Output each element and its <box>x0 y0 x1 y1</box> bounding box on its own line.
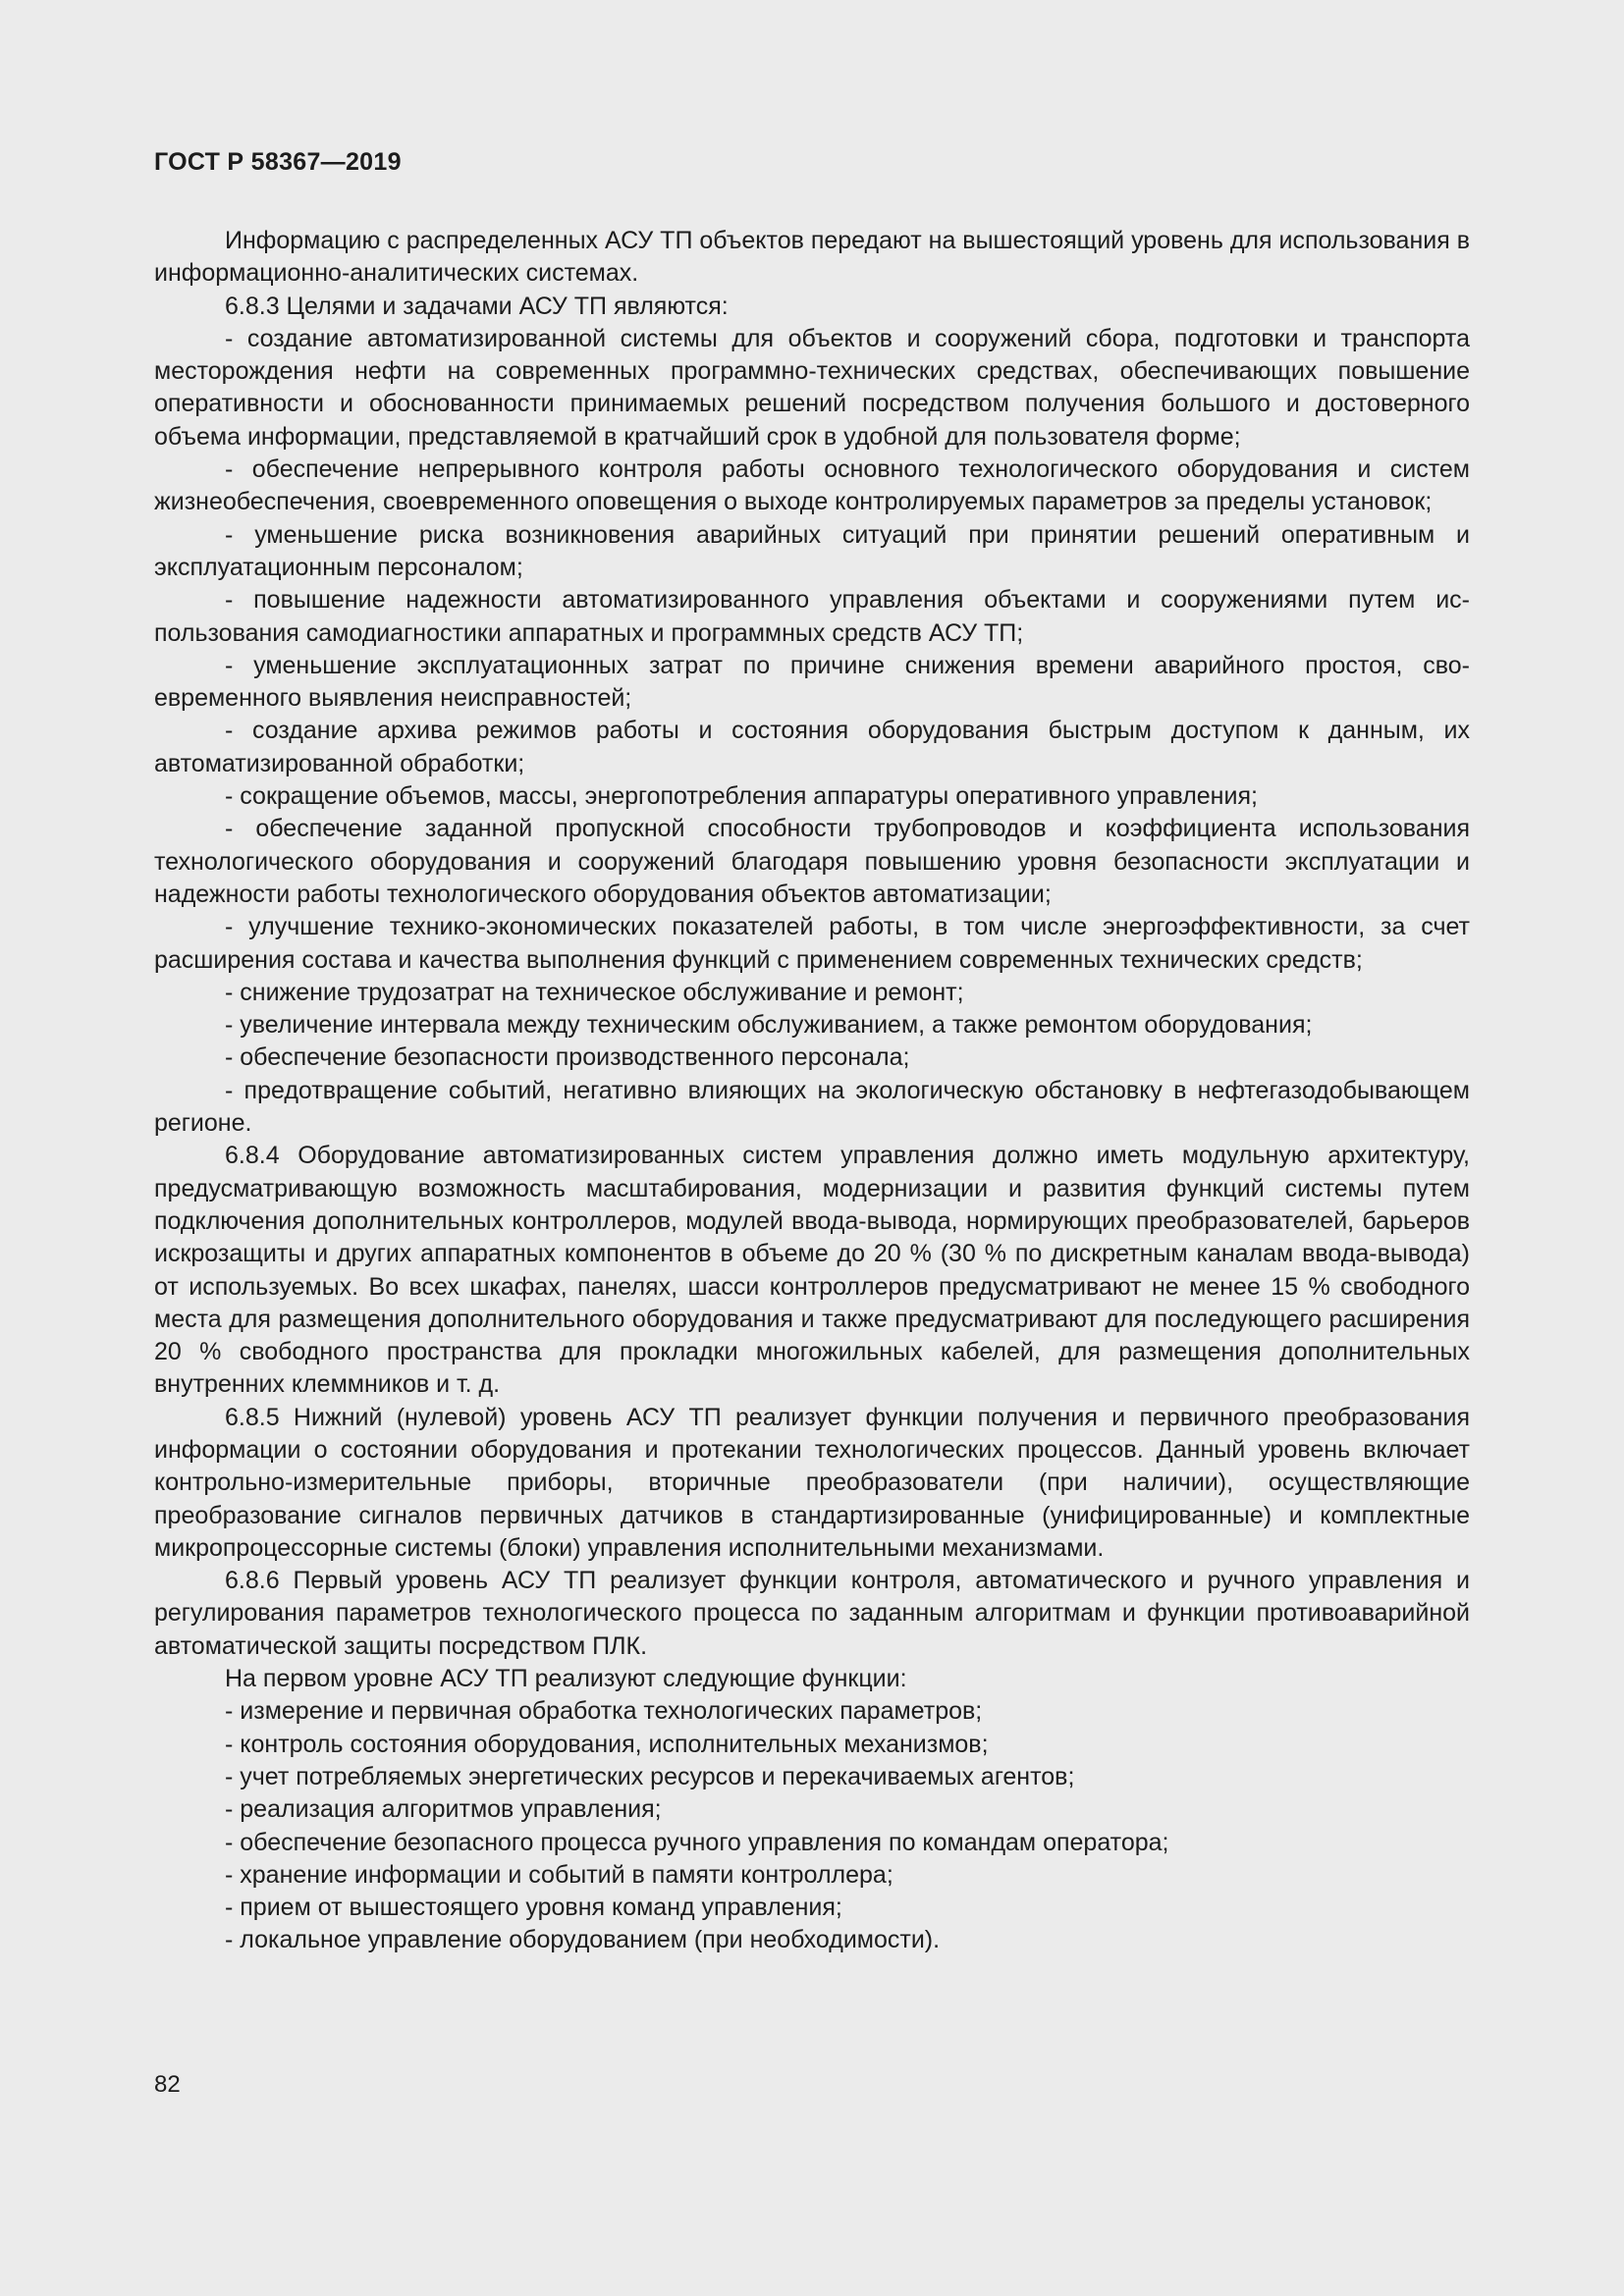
paragraph: 6.8.3 Целями и задачами АСУ ТП являются: <box>225 292 729 320</box>
list-item: - реализация алгоритмов управления; <box>225 1795 662 1824</box>
list-item: - обеспечение непрерывного контроля работы основного технологического оборудования и систем жизнеобеспечения, своевременного оповещения о выходе контролируемых параметров за пределы установок; <box>154 455 1470 516</box>
list-item: - предотвращение событий, негативно влияющих на экологическую обстановку в нефтегазодобывающем регионе. <box>154 1076 1470 1138</box>
paragraph: 6.8.6 Первый уровень АСУ ТП реализует функции контроля, автоматического и ручного управления и регулирования параметров технологического процесса по заданным алгоритмам и функции противоаварийной автоматической защиты посредством ПЛК. <box>154 1567 1470 1660</box>
list-item: - локальное управление оборудованием (при необходимости). <box>225 1926 941 1954</box>
list-item: - создание автоматизированной системы для объектов и сооружений сбора, подготовки и транспорта месторождения нефти на современных программно-технических средствах, обеспечивающих повышение оперативности и обоснованности принимаемых решений посредством получения большого и достоверного объема информации, представляемой в кратчайший срок в удобной для пользователя форме; <box>154 324 1470 451</box>
paragraph: На первом уровне АСУ ТП реализуют следующие функции: <box>225 1665 907 1693</box>
list-item: - снижение трудозатрат на техническое обслуживание и ремонт; <box>225 978 964 1006</box>
list-item: - прием от вышестоящего уровня команд управления; <box>225 1894 842 1922</box>
paragraph: 6.8.5 Нижний (нулевой) уровень АСУ ТП реализует функции получения и первичного преобразования информации о состоянии оборудования и протекании технологических процессов. Данный уровень включает контрольно-измерительные приборы, вторичные преобразователи (при наличии), осуществляющие преобразование сигналов первичных датчиков в стандартизированные (унифицированные) и комплектные микропроцессорные системы (блоки) управления исполнительными механизмами. <box>154 1403 1470 1562</box>
list-item: - создание архива режимов работы и состояния оборудования быстрым доступом к данным, их автоматизированной обработки; <box>154 717 1470 777</box>
list-item: - обеспечение безопасности производственного персонала; <box>225 1043 910 1072</box>
list-item: - обеспечение заданной пропускной способности трубопроводов и коэффициента использования технологического оборудования и сооружений благодаря повышению уровня безопасности эксплуатации и надежности работы технологического оборудования объектов автоматизации; <box>154 815 1470 908</box>
list-item: - учет потребляемых энергетических ресурсов и перекачиваемых агентов; <box>225 1762 1075 1790</box>
list-item: - сокращение объемов, массы, энергопотребления аппаратуры оперативного управления; <box>225 782 1258 811</box>
page-number: 82 <box>154 2071 181 2098</box>
list-item: - измерение и первичная обработка технологических параметров; <box>225 1697 983 1726</box>
list-item: - хранение информации и событий в памяти контроллера; <box>225 1860 893 1889</box>
list-item: - уменьшение риска возникновения аварийных ситуаций при принятии решений оперативным и эксплуатационным персоналом; <box>154 520 1470 581</box>
list-item: - контроль состояния оборудования, исполнительных механизмов; <box>225 1730 989 1758</box>
list-item: - улучшение технико-экономических показателей работы, в том числе энергоэффективности, за счет расширения состава и качества выполнения функций с применением современных технических средств; <box>154 913 1470 974</box>
paragraph: Информацию с распределенных АСУ ТП объектов передают на вышестоящий уровень для использования в информационно-аналитических системах. <box>154 227 1470 288</box>
list-item: - увеличение интервала между техническим обслуживанием, а также ремонтом оборудования; <box>225 1011 1313 1040</box>
list-item: - повышение надежности автоматизированного управления объектами и сооружениями путем использования самодиагностики аппаратных и программных средств АСУ ТП; <box>154 586 1470 647</box>
paragraph: 6.8.4 Оборудование автоматизированных систем управления должно иметь модульную архитектуру, предусматривающую возможность масштабирования, модернизации и развития функций системы путем подключения дополнительных контроллеров, модулей ввода-вывода, нормирующих преобразователей, барьеров искрозащиты и других аппаратных компонентов в объеме до 20 % (30 % по дискретным каналам ввода-вывода) от используемых. Во всех шкафах, панелях, шасси контроллеров предусматривают не менее 15 % свободного места для размещения дополнительного оборудования и также предусматривают для последующего расширения 20 % свободного пространства для прокладки многожильных кабелей, для размещения дополнительных внутренних клеммников и т. д. <box>154 1142 1470 1399</box>
document-header: ГОСТ Р 58367—2019 <box>154 148 402 176</box>
document-body <box>154 225 1470 1957</box>
list-item: - обеспечение безопасного процесса ручного управления по командам оператора; <box>225 1828 1169 1856</box>
list-item: - уменьшение эксплуатационных затрат по причине снижения времени аварийного простоя, своевременного выявления неисправностей; <box>154 651 1470 713</box>
